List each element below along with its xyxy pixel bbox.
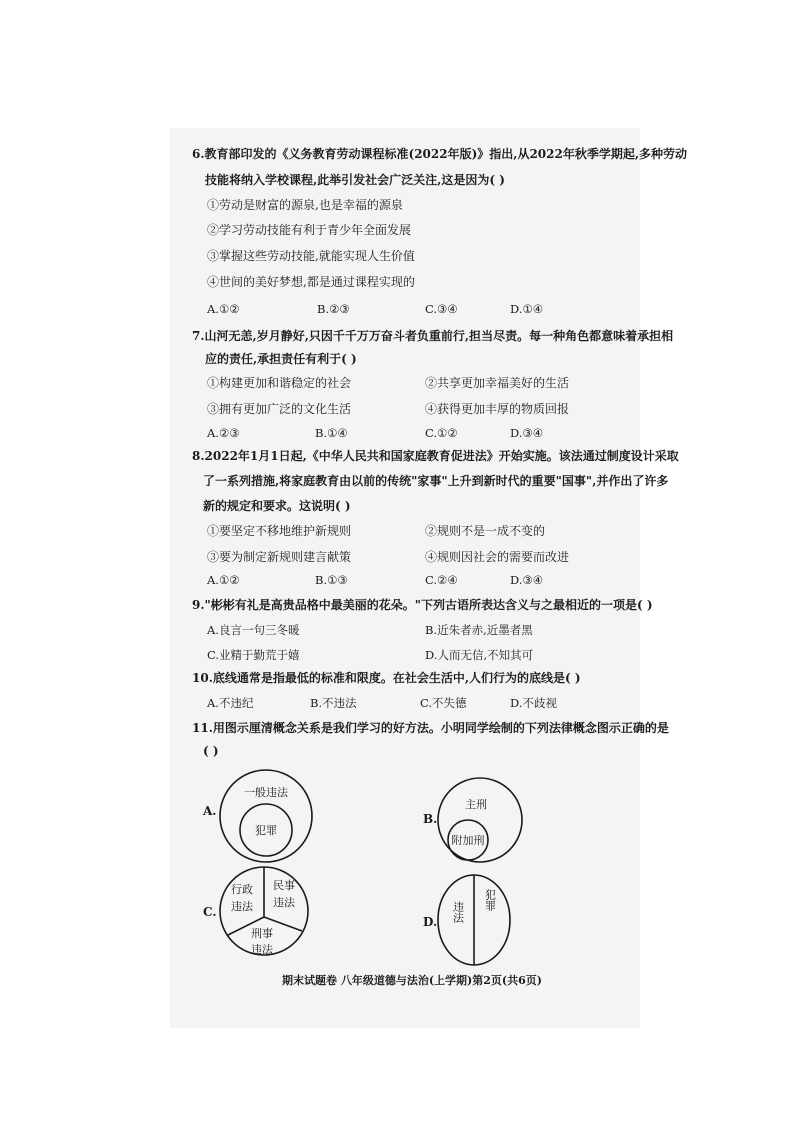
q6-statement-4: ④世间的美好梦想,都是通过课程实现的 — [207, 275, 415, 289]
diagram-d-left-char1: 违法 — [451, 901, 465, 923]
q9-choice-c: C.业精于勤荒于嬉 — [207, 648, 300, 662]
q10-choice-b: B.不违法 — [310, 696, 357, 710]
page-footer: 期末试题卷 八年级道德与法治(上学期)第2页(共6页) — [282, 974, 542, 987]
q9-stem: 9."彬彬有礼是高贵品格中最美丽的花朵。"下列古语所表达含义与之最相近的一项是( ) — [192, 598, 653, 612]
q6-stem-line1: 6.教育部印发的《义务教育劳动课程标准(2022年版)》指出,从2022年秋季学期起,多种劳动 — [192, 147, 688, 161]
q7-choice-c: C.①② — [425, 426, 458, 440]
q7-choice-b: B.①④ — [315, 426, 348, 440]
q10-choice-a: A.不违纪 — [207, 696, 254, 710]
diagram-a-outer-label: 一般违法 — [244, 786, 288, 799]
q7-statement-3: ③拥有更加广泛的文化生活 — [207, 402, 352, 416]
q10-stem: 10.底线通常是指最低的标准和限度。在社会生活中,人们行为的底线是( ) — [192, 671, 581, 685]
diagram-d-letter: D. — [423, 915, 438, 929]
q8-statement-2: ②规则不是一成不变的 — [425, 524, 546, 538]
q9-choice-b: B.近朱者赤,近墨者黑 — [425, 623, 533, 637]
q6-stem-line2: 技能将纳入学校课程,此举引发社会广泛关注,这是因为( ) — [205, 173, 505, 187]
q6-choice-a: A.①② — [207, 302, 240, 316]
diagram-b — [434, 776, 526, 872]
q8-choice-a: A.①② — [207, 573, 240, 587]
q8-stem-line2: 了一系列措施,将家庭教育由以前的传统"家事"上升到新时代的重要"国事",并作出了许多 — [203, 474, 669, 488]
diagram-c — [216, 865, 312, 965]
q6-choice-b: B.②③ — [317, 302, 350, 316]
q8-statement-4: ④规则因社会的需要而改进 — [425, 550, 570, 564]
q7-statement-1: ①构建更加和谐稳定的社会 — [207, 376, 352, 390]
diagram-c-part1-line1: 行政 — [231, 883, 253, 896]
diagram-a-outer-circle — [220, 770, 312, 862]
q8-choice-b: B.①③ — [315, 573, 348, 587]
diagram-a — [218, 768, 318, 872]
q11-stem-line1: 11.用图示厘清概念关系是我们学习的好方法。小明同学绘制的下列法律概念图示正确的是 — [192, 721, 669, 735]
q6-statement-2: ②学习劳动技能有利于青少年全面发展 — [207, 223, 412, 237]
q9-choice-a: A.良言一句三冬暖 — [207, 623, 300, 637]
q7-stem-line1: 7.山河无恙,岁月静好,只因千千万万奋斗者负重前行,担当尽责。每一种角色都意味着承担相 — [192, 329, 674, 343]
q8-statement-3: ③要为制定新规则建言献策 — [207, 550, 352, 564]
q7-choice-a: A.②③ — [207, 426, 240, 440]
q6-choice-d: D.①④ — [510, 302, 544, 316]
diagram-b-outer-label: 主刑 — [465, 798, 487, 811]
q7-stem-line2: 应的责任,承担责任有利于( ) — [205, 352, 357, 366]
diagram-c-part2-line2: 违法 — [273, 896, 295, 909]
diagram-c-part3-line2: 违法 — [251, 943, 273, 956]
q8-stem-line1: 8.2022年1月1日起,《中华人民共和国家庭教育促进法》开始实施。该法通过制度设计采取 — [192, 449, 679, 463]
q11-stem-line2: ( ) — [203, 744, 219, 758]
q7-statement-4: ④获得更加丰厚的物质回报 — [425, 402, 570, 416]
q10-choice-c: C.不失德 — [420, 696, 467, 710]
diagram-c-part1-line2: 违法 — [231, 900, 253, 913]
q6-statement-3: ③掌握这些劳动技能,就能实现人生价值 — [207, 249, 415, 263]
diagram-d-right-char1: 犯罪 — [483, 889, 497, 911]
q8-choice-d: D.③④ — [510, 573, 544, 587]
diagram-c-part2-line1: 民事 — [273, 879, 295, 892]
q8-statement-1: ①要坚定不移地维护新规则 — [207, 524, 352, 538]
q9-choice-d: D.人而无信,不知其可 — [425, 648, 534, 662]
q8-choice-c: C.②④ — [425, 573, 458, 587]
q7-statement-2: ②共享更加幸福美好的生活 — [425, 376, 570, 390]
q8-stem-line3: 新的规定和要求。这说明( ) — [203, 499, 351, 513]
diagram-d — [436, 872, 516, 972]
diagram-b-letter: B. — [423, 812, 438, 826]
diagram-a-inner-label: 犯罪 — [255, 824, 277, 837]
q6-statement-1: ①劳动是财富的源泉,也是幸福的源泉 — [207, 198, 403, 212]
q7-choice-d: D.③④ — [510, 426, 544, 440]
diagram-b-inner-label: 附加刑 — [451, 834, 485, 847]
q10-choice-d: D.不歧视 — [510, 696, 557, 710]
diagram-c-letter: C. — [203, 905, 217, 919]
q6-choice-c: C.③④ — [425, 302, 458, 316]
diagram-c-part3-line1: 刑事 — [251, 927, 273, 940]
diagram-a-letter: A. — [203, 804, 217, 818]
